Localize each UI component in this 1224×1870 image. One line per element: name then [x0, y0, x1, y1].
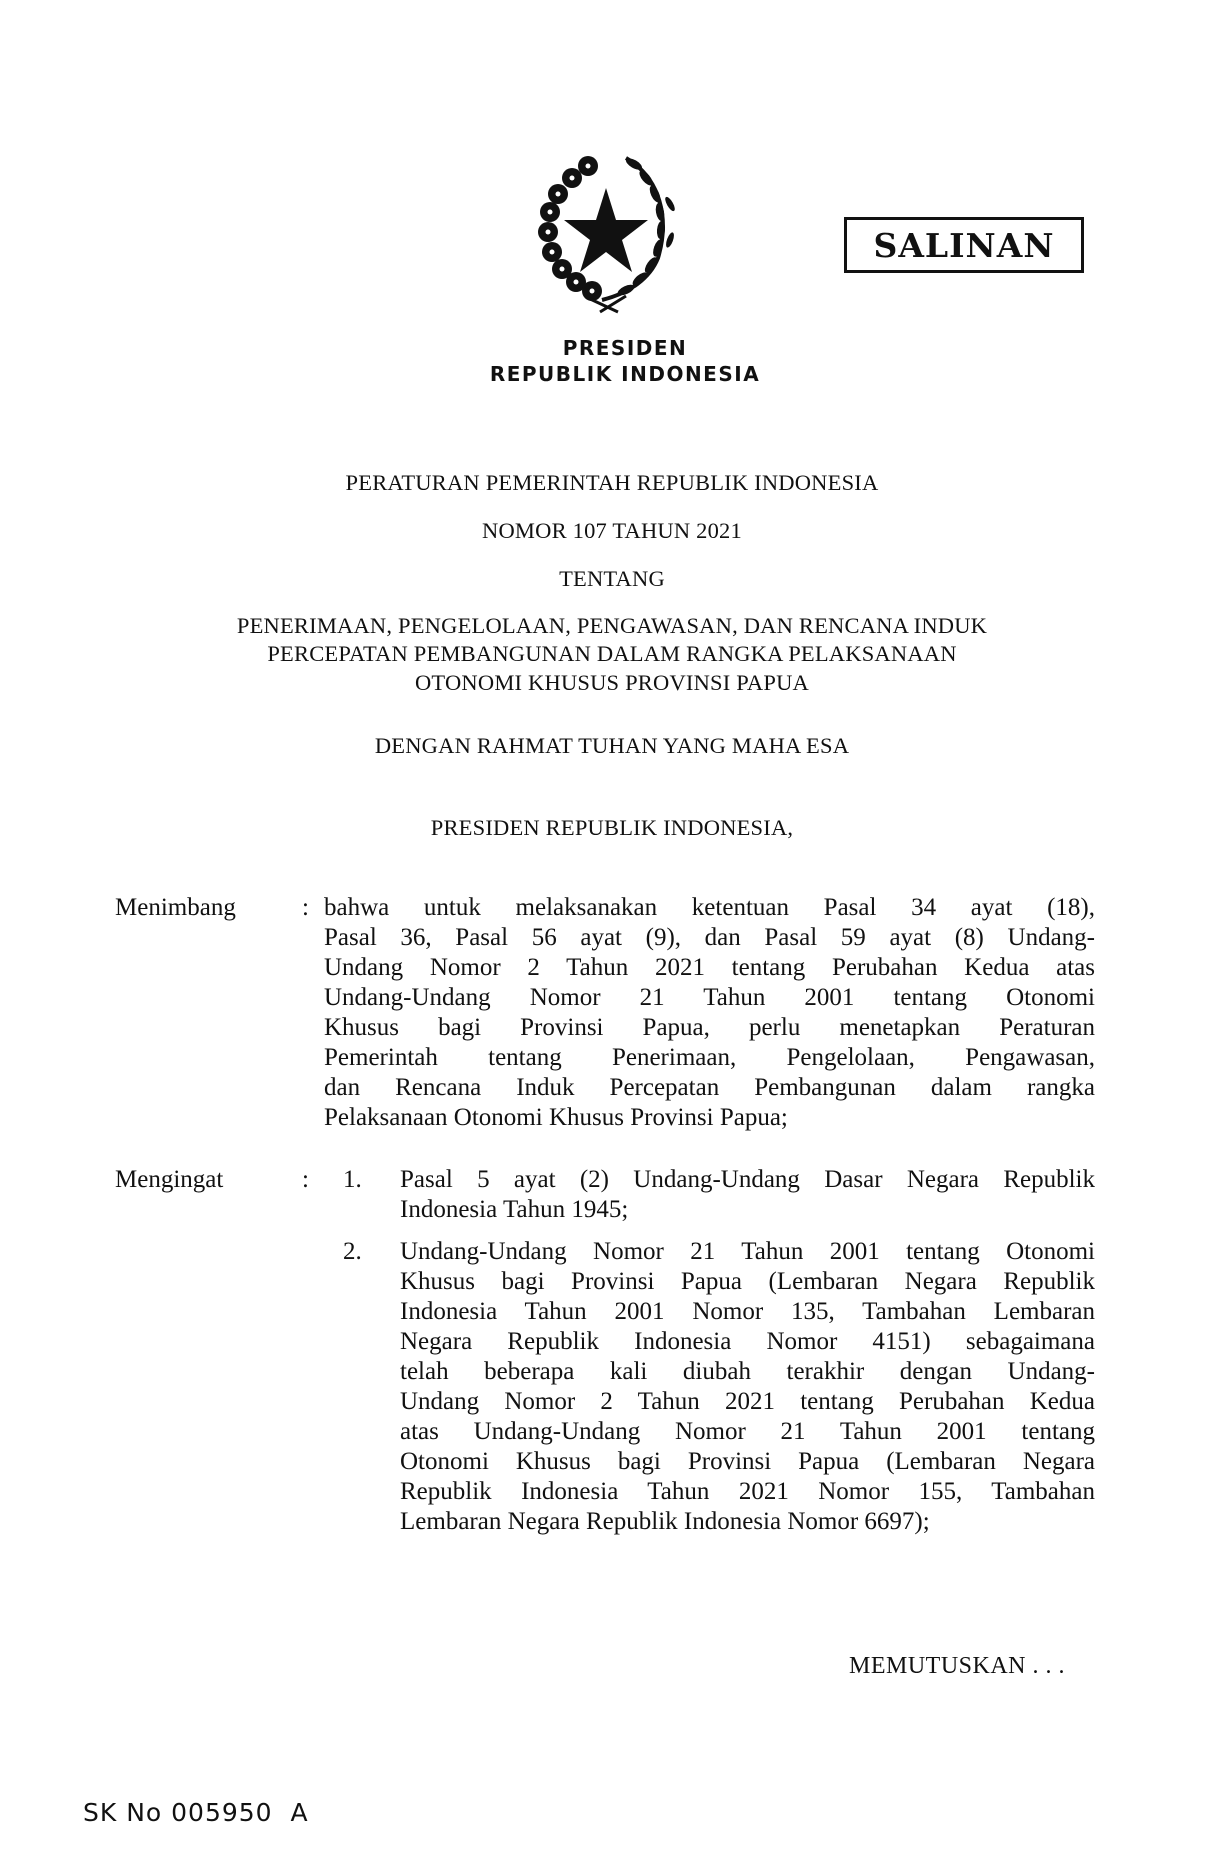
mengingat-colon: :: [302, 1166, 309, 1193]
menimbang-line: Pasal 36, Pasal 56 ayat (9), dan Pasal 59 ayat (8) Undang-: [324, 924, 1095, 951]
regulation-number: NOMOR 107 TAHUN 2021: [482, 518, 742, 543]
mengingat-line: atas Undang-Undang Nomor 21 Tahun 2001 tentang: [400, 1418, 1095, 1445]
menimbang-line: Khusus bagi Provinsi Papua, perlu menetapkan Peraturan: [324, 1014, 1095, 1041]
mengingat-line: Undang-Undang Nomor 21 Tahun 2001 tentang Otonomi: [400, 1238, 1095, 1265]
mengingat-item-2: [400, 1237, 1095, 1537]
menimbang-colon: :: [302, 894, 309, 921]
menimbang-line: dan Rencana Induk Percepatan Pembangunan dalam rangka: [324, 1074, 1095, 1101]
mengingat-line: Indonesia Tahun 1945;: [400, 1196, 629, 1223]
authority: PRESIDEN REPUBLIK INDONESIA,: [430, 815, 794, 840]
mengingat-line: Otonomi Khusus bagi Provinsi Papua (Lembaran Negara: [400, 1448, 1095, 1475]
menimbang-line: Undang-Undang Nomor 21 Tahun 2001 tentang Otonomi: [324, 984, 1095, 1011]
mengingat-item-2-number: 2.: [343, 1238, 362, 1265]
mengingat-line: Negara Republik Indonesia Nomor 4151) sebagaimana: [400, 1328, 1095, 1355]
menimbang-label: Menimbang: [115, 894, 236, 921]
mengingat-line: Indonesia Tahun 2001 Nomor 135, Tambahan Lembaran: [400, 1298, 1095, 1325]
tentang-heading: TENTANG: [559, 566, 665, 591]
salinan-label: SALINAN: [873, 225, 1055, 265]
salinan-stamp: [844, 217, 1084, 273]
mengingat-line: telah beberapa kali diubah terakhir dengan Undang-: [400, 1358, 1095, 1385]
presidential-emblem-icon: [530, 148, 682, 318]
regulation-type: PERATURAN PEMERINTAH REPUBLIK INDONESIA: [345, 470, 879, 495]
subject-line-1: PENERIMAAN, PENGELOLAAN, PENGAWASAN, DAN RENCANA INDUK: [236, 613, 988, 638]
mengingat-item-1-number: 1.: [343, 1166, 362, 1193]
menimbang-line: bahwa untuk melaksanakan ketentuan Pasal 34 ayat (18),: [324, 894, 1095, 921]
mengingat-line: Pasal 5 ayat (2) Undang-Undang Dasar Negara Republik: [400, 1166, 1095, 1193]
menimbang-paragraph: [324, 893, 1095, 1133]
invocation: DENGAN RAHMAT TUHAN YANG MAHA ESA: [374, 733, 850, 758]
menimbang-line: Undang Nomor 2 Tahun 2021 tentang Perubahan Kedua atas: [324, 954, 1095, 981]
serial-number: [83, 1798, 309, 1827]
serial-text: SK No 005950 A: [83, 1798, 309, 1827]
letterhead-republic: REPUBLIK INDONESIA: [489, 362, 761, 386]
mengingat-line: Republik Indonesia Tahun 2021 Nomor 155, Tambahan: [400, 1478, 1095, 1505]
subject-line-3: OTONOMI KHUSUS PROVINSI PAPUA: [414, 670, 809, 695]
mengingat-label: Mengingat: [115, 1166, 224, 1193]
continuation-marker: MEMUTUSKAN . . .: [849, 1653, 1066, 1679]
mengingat-line: Lembaran Negara Republik Indonesia Nomor 6697);: [400, 1508, 930, 1535]
mengingat-line: Khusus bagi Provinsi Papua (Lembaran Negara Republik: [400, 1268, 1095, 1295]
mengingat-line: Undang Nomor 2 Tahun 2021 tentang Perubahan Kedua: [400, 1388, 1095, 1415]
letterhead: [440, 335, 810, 387]
letterhead-president: PRESIDEN: [562, 336, 688, 360]
menimbang-line: Pelaksanaan Otonomi Khusus Provinsi Papua;: [324, 1104, 788, 1131]
mengingat-item-1: [400, 1165, 1095, 1225]
subject-line-2: PERCEPATAN PEMBANGUNAN DALAM RANGKA PELAKSANAAN: [267, 641, 957, 666]
menimbang-line: Pemerintah tentang Penerimaan, Pengelolaan, Pengawasan,: [324, 1044, 1095, 1071]
